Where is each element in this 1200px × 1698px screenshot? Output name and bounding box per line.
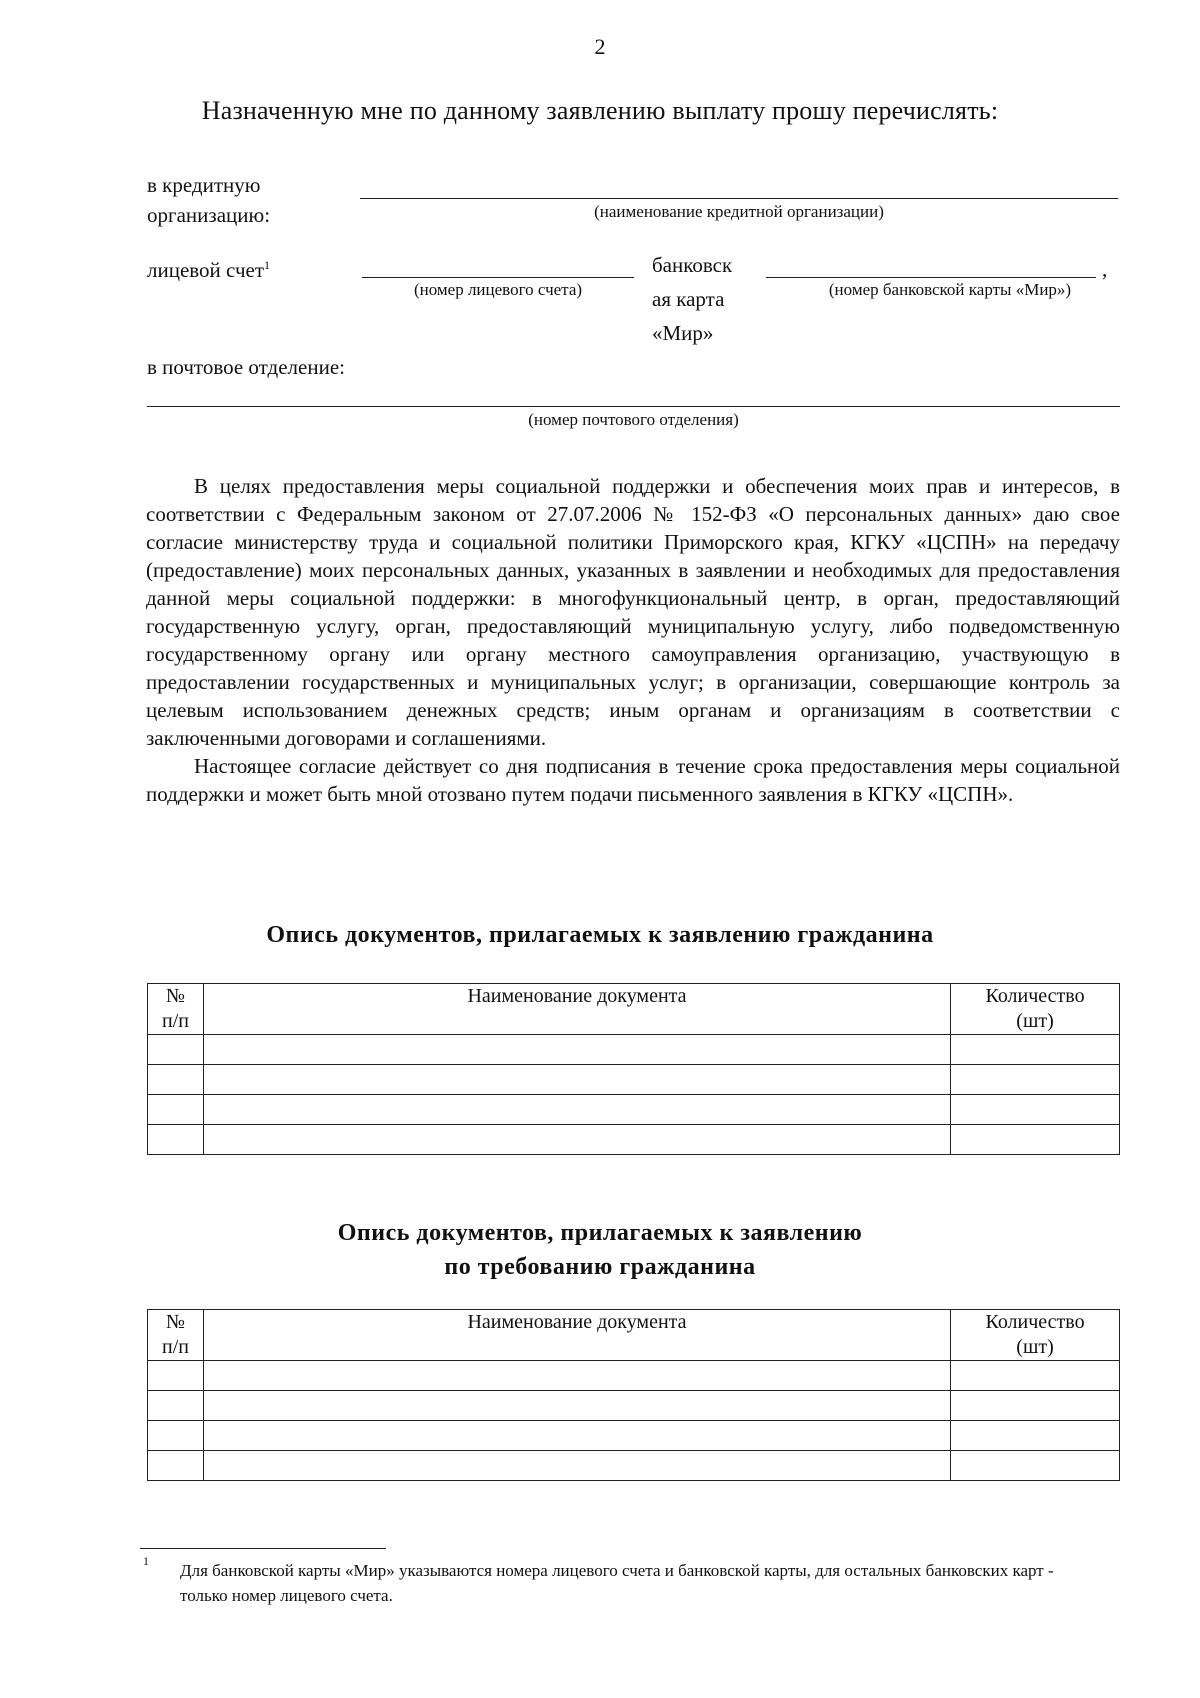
footnote-divider	[140, 1548, 386, 1549]
table-row	[148, 1451, 1120, 1481]
table-row	[148, 1391, 1120, 1421]
table-row	[148, 1125, 1120, 1155]
cell[interactable]	[203, 1391, 950, 1421]
cell[interactable]	[148, 1451, 204, 1481]
credit-org-hint: (наименование кредитной организации)	[594, 202, 884, 221]
header-num: № п/п	[148, 984, 204, 1035]
cell[interactable]	[203, 1451, 950, 1481]
cell[interactable]	[148, 1391, 204, 1421]
account-number-field[interactable]	[362, 277, 634, 278]
cell[interactable]	[951, 1035, 1120, 1065]
cell[interactable]	[951, 1125, 1120, 1155]
cell[interactable]	[148, 1361, 204, 1391]
cell[interactable]	[148, 1095, 204, 1125]
cell[interactable]	[951, 1391, 1120, 1421]
cell[interactable]	[951, 1095, 1120, 1125]
account-number-hint: (номер лицевого счета)	[413, 280, 583, 299]
post-office-hint: (номер почтового отделения)	[528, 410, 739, 429]
cell[interactable]	[148, 1035, 204, 1065]
header-qty: Количество (шт)	[951, 1310, 1120, 1361]
cell[interactable]	[951, 1065, 1120, 1095]
footnote-text: Для банковской карты «Мир» указываются номера лицевого счета и банковской карты, для остальных банковских карт - только номер лицевого счета.	[180, 1561, 1054, 1605]
post-office-field[interactable]	[147, 406, 1120, 407]
table-row	[148, 1421, 1120, 1451]
header-num: № п/п	[148, 1310, 204, 1361]
consent-paragraph-2: Настоящее согласие действует со дня подписания в течение срока предоставления меры социальной поддержки и может быть мной отозвано путем подачи письменного заявления в КГКУ «ЦСПН».	[146, 754, 1120, 806]
cell[interactable]	[203, 1125, 950, 1155]
card-comma: ,	[1102, 257, 1108, 281]
post-label: в почтовое отделение:	[147, 355, 345, 379]
table-row	[148, 1095, 1120, 1125]
header-name: Наименование документа	[203, 1310, 950, 1361]
inventory-2-title: Опись документов, прилагаемых к заявлению по требованию гражданина	[337, 1220, 863, 1280]
cell[interactable]	[148, 1065, 204, 1095]
inventory-1-table	[147, 983, 1120, 1155]
account-label: лицевой счет$^1$	[147, 258, 270, 282]
card-label: банковск ая карта «Мир»	[652, 253, 733, 345]
inventory-1-title: Опись документов, прилагаемых к заявлению гражданина	[266, 922, 934, 948]
credit-org-label: в кредитную организацию:	[147, 173, 271, 227]
cell[interactable]	[951, 1451, 1120, 1481]
table-row	[148, 1035, 1120, 1065]
header-qty: Количество (шт)	[951, 984, 1120, 1035]
footnote-mark: 1	[143, 1554, 149, 1568]
intro-heading: Назначенную мне по данному заявлению выплату прошу перечислять:	[201, 96, 999, 125]
cell[interactable]	[203, 1035, 950, 1065]
cell[interactable]	[148, 1421, 204, 1451]
cell[interactable]	[203, 1421, 950, 1451]
cell[interactable]	[203, 1065, 950, 1095]
consent-paragraph-1: В целях предоставления меры социальной поддержки и обеспечения моих прав и интересов, в соответствии с Федеральным законом от 27.07.2006 № 152-ФЗ «О персональных данных» даю свое согласие министерству труда и социальной политики Приморского края, КГКУ «ЦСПН» на передачу (предоставление) моих персональных данных, указанных в заявлении и необходимых для предоставления данной меры социальной поддержки: в многофункциональный центр, в орган, предоставляющий государственную услугу, орган, предоставляющий муниципальную услугу, либо подведомственную государственному органу или органу местного самоуправления организацию, участвующую в предоставлении государственных и муниципальных услуг; в организации, совершающие контроль за целевым использованием денежных средств; иным органам и организациям в соответствии с заключенными договорами и соглашениями.	[146, 474, 1120, 750]
table-row	[148, 1065, 1120, 1095]
table-header-row	[148, 984, 1120, 1035]
header-name: Наименование документа	[203, 984, 950, 1035]
footnote-ref: 1	[264, 258, 270, 272]
page-number: 2	[594, 34, 606, 59]
cell[interactable]	[951, 1361, 1120, 1391]
cell[interactable]	[148, 1125, 204, 1155]
card-number-hint: (номер банковской карты «Мир»)	[828, 280, 1072, 299]
table-header-row	[148, 1310, 1120, 1361]
table-row	[148, 1361, 1120, 1391]
cell[interactable]	[203, 1095, 950, 1125]
cell[interactable]	[203, 1361, 950, 1391]
card-number-field[interactable]	[766, 277, 1096, 278]
credit-org-field[interactable]	[360, 198, 1118, 199]
cell[interactable]	[951, 1421, 1120, 1451]
consent-text	[146, 472, 1120, 808]
inventory-2-table	[147, 1309, 1120, 1481]
